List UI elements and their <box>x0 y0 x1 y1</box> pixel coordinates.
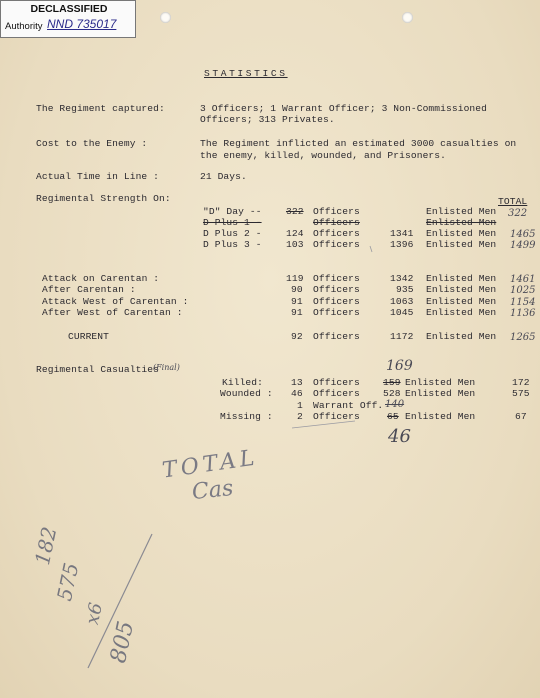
phase-enlisted: 935 <box>396 284 414 295</box>
phase-label: Attack on Carentan : <box>42 273 160 284</box>
officers-label: Officers <box>313 206 360 217</box>
phase-label: After Carentan : <box>42 284 136 295</box>
casualties-note: (Final) <box>153 363 180 372</box>
warrant-struck-handwritten: 140 <box>385 399 405 410</box>
stamp-authority-label: Authority <box>5 21 43 32</box>
enlisted-label: Enlisted Men <box>426 296 497 307</box>
officers-label: Officers <box>313 377 360 388</box>
strength-enlisted: 1341 <box>390 228 414 239</box>
strength-label: Regimental Strength On: <box>36 193 171 204</box>
officers-label: Officers <box>313 239 360 250</box>
handwritten-182: 182 <box>30 524 62 567</box>
stamp-title: DECLASSIFIED <box>30 3 108 15</box>
current-officers: 92 <box>291 331 303 342</box>
time-label: Actual Time in Line : <box>36 171 160 182</box>
officers-label: Officers <box>313 296 360 307</box>
phase-label: Attack West of Carentan : <box>42 296 189 307</box>
pencil-tick <box>370 246 372 252</box>
officers-label: Officers <box>313 388 360 399</box>
captured-label: The Regiment captured: <box>36 103 165 114</box>
enlisted-label: Enlisted Men <box>426 206 497 217</box>
enlisted-label: Enlisted Men <box>426 239 497 250</box>
phase-enlisted: 1045 <box>390 307 414 318</box>
wounded-enlisted: 528 <box>383 388 401 399</box>
killed-enlisted-struck: 159 <box>383 377 401 388</box>
officers-label: Officers <box>313 411 360 422</box>
officers-label: Officers <box>313 273 360 284</box>
strength-officers: 322 <box>286 206 304 217</box>
missing-correction-handwritten: 46 <box>388 426 411 447</box>
total-header: TOTAL <box>498 196 528 207</box>
current-total-handwritten: 1265 <box>510 332 536 343</box>
strength-total-handwritten: 322 <box>508 208 528 219</box>
officers-label: Officers <box>313 307 360 318</box>
handwritten-575: 575 <box>52 560 84 603</box>
strength-period: "D" Day -- <box>203 206 262 217</box>
strength-officers: 124 <box>286 228 304 239</box>
phase-total-handwritten: 1461 <box>510 274 536 285</box>
handwritten-cas: Cas <box>190 475 235 506</box>
strength-officers: 103 <box>286 239 304 250</box>
killed-officers: 13 <box>291 377 303 388</box>
missing-enlisted-struck: 65 <box>387 411 399 422</box>
enlisted-label: Enlisted Men <box>426 331 497 342</box>
enlisted-label: Enlisted Men <box>426 273 497 284</box>
enlisted-label: Enlisted Men <box>426 307 497 318</box>
phase-officers: 90 <box>291 284 303 295</box>
enlisted-label: Enlisted Men <box>405 411 476 422</box>
captured-line2: Officers; 313 Privates. <box>200 114 335 125</box>
current-label: CURRENT <box>68 331 110 342</box>
wounded-total: 575 <box>512 388 530 399</box>
captured-line1: 3 Officers; 1 Warrant Officer; 3 Non-Commissioned <box>200 103 488 114</box>
phase-total-handwritten: 1025 <box>510 285 536 296</box>
wounded-officers: 46 <box>291 388 303 399</box>
handwritten-total: TOTAL <box>160 445 260 484</box>
handwritten-805: 805 <box>106 618 140 666</box>
killed-total: 172 <box>512 377 530 388</box>
officers-label: Officers <box>313 284 360 295</box>
officers-label: Officers <box>313 217 360 228</box>
strength-period: D Plus 3 - <box>203 239 262 250</box>
cost-line1: The Regiment inflicted an estimated 3000 casualties on <box>200 138 517 149</box>
handwritten-x6: x6 <box>82 600 108 627</box>
phase-total-handwritten: 1154 <box>510 297 536 308</box>
cost-label: Cost to the Enemy : <box>36 138 148 149</box>
casualties-label: Regimental Casualties <box>36 364 160 375</box>
enlisted-label: Enlisted Men <box>426 228 497 239</box>
killed-label: Killed: <box>222 377 264 388</box>
phase-officers: 91 <box>291 296 303 307</box>
missing-officers: 2 <box>297 411 303 422</box>
phase-total-handwritten: 1136 <box>510 308 536 319</box>
stamp-authority-number: NND 735017 <box>47 17 117 31</box>
strength-total-handwritten: 1465 <box>510 229 536 240</box>
cost-line2: the enemy, killed, wounded, and Prisoners. <box>200 150 447 161</box>
phase-officers: 91 <box>291 307 303 318</box>
page-title: STATISTICS <box>204 68 288 79</box>
strength-period: D Plus 1 - <box>203 217 262 228</box>
enlisted-label: Enlisted Men <box>405 388 476 399</box>
phase-label: After West of Carentan : <box>42 307 183 318</box>
phase-officers: 119 <box>286 273 304 284</box>
officers-label: Officers <box>313 331 360 342</box>
phase-enlisted: 1063 <box>390 296 414 307</box>
enlisted-label: Enlisted Men <box>405 377 476 388</box>
warrant-label: Warrant Off. <box>313 400 384 411</box>
warrant-count: 1 <box>297 400 303 411</box>
killed-correction-handwritten: 169 <box>386 358 413 374</box>
strength-total-handwritten: 1499 <box>510 240 536 251</box>
pencil-stroke <box>292 421 355 428</box>
time-value: 21 Days. <box>200 171 247 182</box>
missing-label: Missing : <box>220 411 273 422</box>
current-enlisted: 1172 <box>390 331 414 342</box>
phase-enlisted: 1342 <box>390 273 414 284</box>
pencil-sum-line <box>88 534 152 668</box>
enlisted-label: Enlisted Men <box>426 284 497 295</box>
enlisted-label: Enlisted Men <box>426 217 497 228</box>
strength-enlisted: 1396 <box>390 239 414 250</box>
wounded-label: Wounded : <box>220 388 273 399</box>
strength-period: D Plus 2 - <box>203 228 262 239</box>
missing-total: 67 <box>515 411 527 422</box>
officers-label: Officers <box>313 228 360 239</box>
